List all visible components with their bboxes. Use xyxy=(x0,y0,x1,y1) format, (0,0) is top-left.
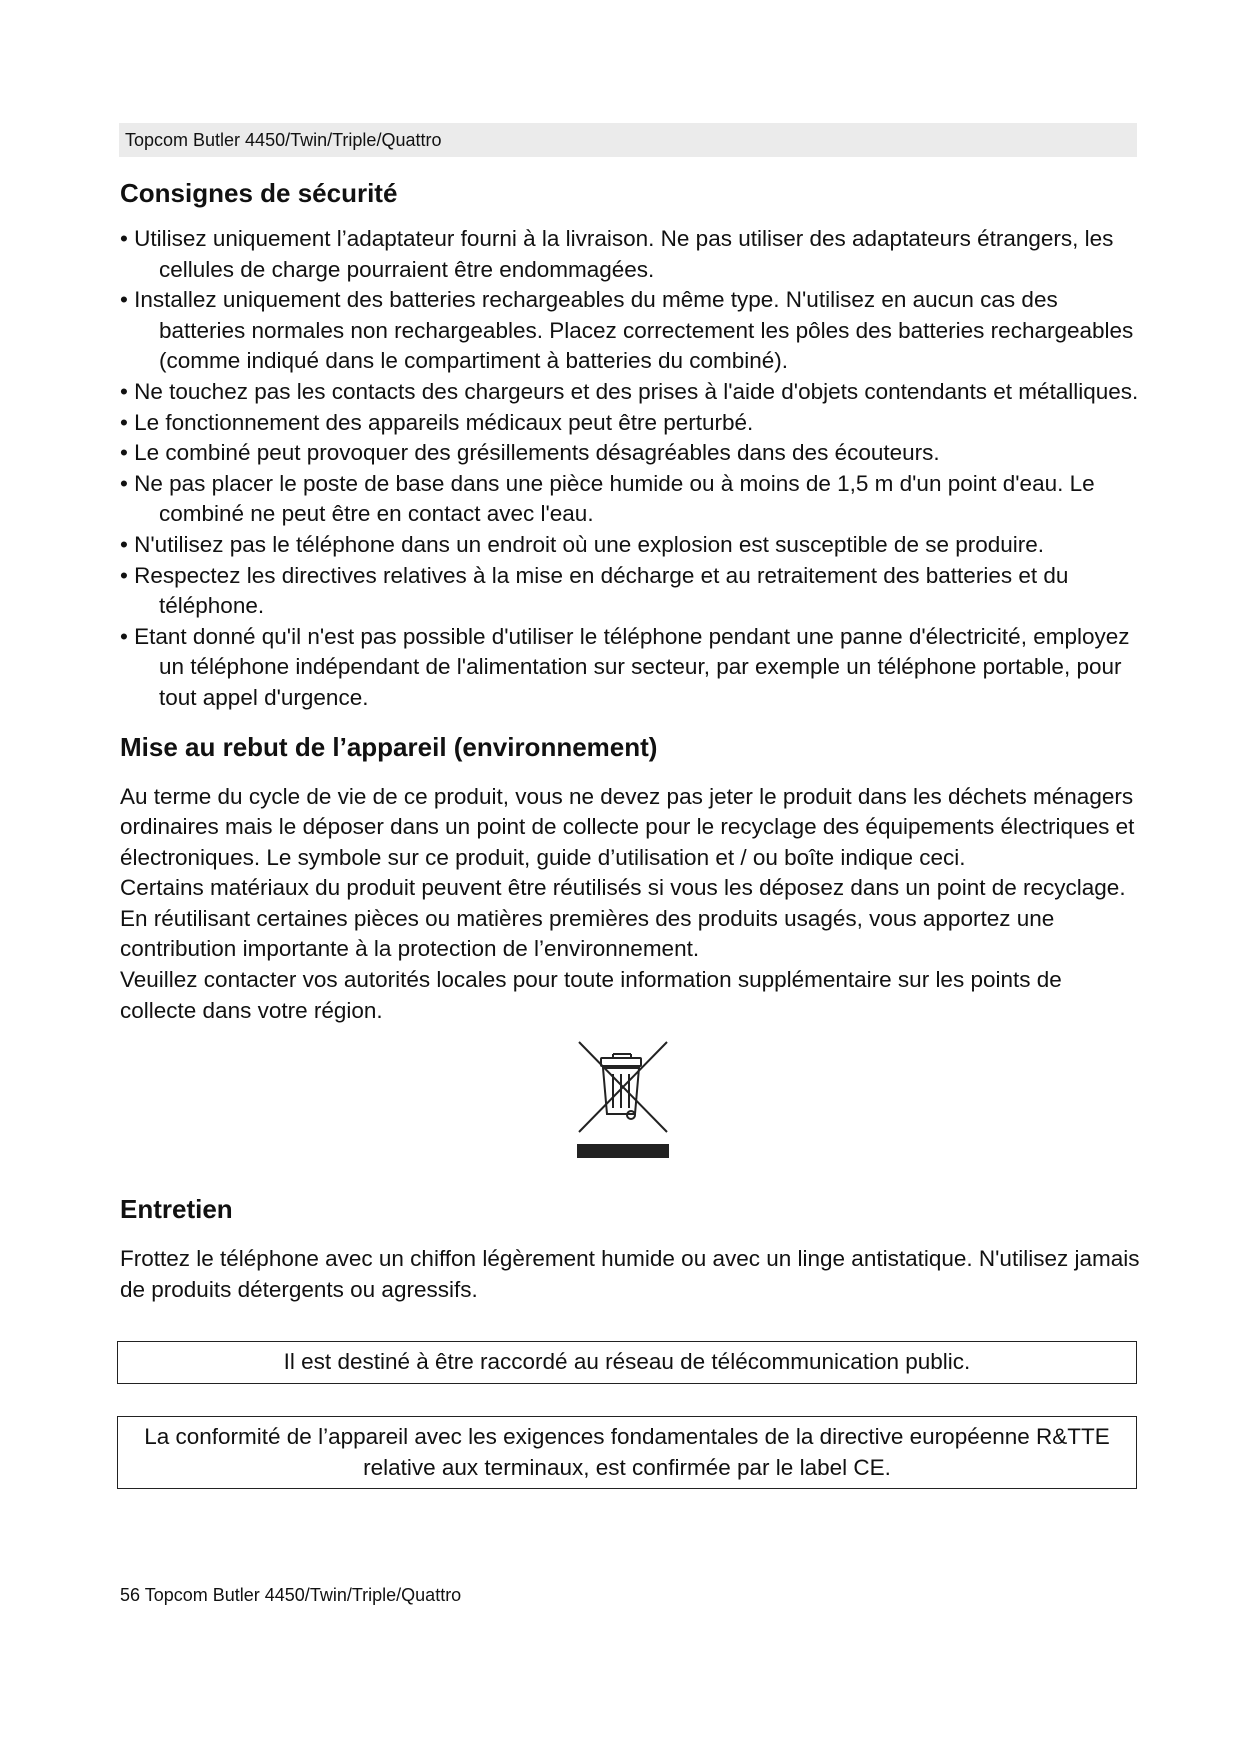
footer-title: Topcom Butler 4450/Twin/Triple/Quattro xyxy=(144,1585,462,1605)
running-header-title: Topcom Butler 4450/Twin/Triple/Quattro xyxy=(125,130,442,150)
crossed-out-wheelie-bin-icon xyxy=(573,1040,673,1160)
safety-item: • Le combiné peut provoquer des grésillements désagréables dans des écouteurs. xyxy=(120,438,1140,469)
disposal-paragraph: Veuillez contacter vos autorités locales pour toute information supplémentaire sur les points de collecte dans votre région. xyxy=(120,967,1062,1023)
safety-heading: Consignes de sécurité xyxy=(120,178,398,208)
network-notice-box xyxy=(117,1341,1137,1384)
disposal-paragraph: Certains matériaux du produit peuvent être réutilisés si vous les déposez dans un point de recyclage. En réutilisant certaines pièces ou matières premières des produits usagés, vous apportez une contribution importante à la protection de l’environnement. xyxy=(120,875,1126,962)
care-heading: Entretien xyxy=(120,1194,233,1225)
running-footer xyxy=(120,1583,461,1607)
conformity-notice-box xyxy=(117,1416,1137,1489)
page-number: 56 xyxy=(120,1585,141,1605)
disposal-paragraph: Au terme du cycle de vie de ce produit, vous ne devez pas jeter le produit dans les déchets ménagers ordinaires mais le déposer dans un point de collecte pour le recyclage des équipements électriques et électroniques. Le symbole sur ce produit, guide d’utilisation et / ou boîte indique ceci. xyxy=(120,783,1135,870)
disposal-heading: Mise au rebut de l’appareil (environnement) xyxy=(120,731,658,762)
safety-item: • Utilisez uniquement l’adaptateur fourni à la livraison. Ne pas utiliser des adaptateurs étrangers, les cellules de charge pourraient être endommagées. xyxy=(120,224,1140,285)
safety-item: • Respectez les directives relatives à la mise en décharge et au retraitement des batteries et du téléphone. xyxy=(120,561,1140,622)
page-content xyxy=(120,176,1140,1489)
care-paragraph: Frottez le téléphone avec un chiffon légèrement humide ou avec un linge antistatique. N'utilisez jamais de produits détergents ou agressifs. xyxy=(120,1246,1140,1302)
running-header xyxy=(119,123,1137,157)
safety-item: • Ne touchez pas les contacts des chargeurs et des prises à l'aide d'objets contendants et métalliques. xyxy=(120,377,1140,408)
safety-item: • Installez uniquement des batteries rechargeables du même type. N'utilisez en aucun cas des batteries normales non rechargeables. Placez correctement les pôles des batteries rechargeables (comme indiqué dans le compartiment à batteries du combiné). xyxy=(120,285,1140,377)
safety-item: • Etant donné qu'il n'est pas possible d'utiliser le téléphone pendant une panne d'électricité, employez un téléphone indépendant de l'alimentation sur secteur, par exemple un téléphone portable, pour tout appel d'urgence. xyxy=(120,622,1140,714)
safety-item: • Ne pas placer le poste de base dans une pièce humide ou à moins de 1,5 m d'un point d'eau. Le combiné ne peut être en contact avec l'eau. xyxy=(120,469,1140,530)
conformity-notice-text: La conformité de l’appareil avec les exigences fondamentales de la directive européenne R&TTE relative aux terminaux, est confirmée par le label CE. xyxy=(144,1424,1110,1480)
safety-item: • N'utilisez pas le téléphone dans un endroit où une explosion est susceptible de se produire. xyxy=(120,530,1140,561)
safety-list xyxy=(120,224,1140,714)
network-notice-text: Il est destiné à être raccordé au réseau de télécommunication public. xyxy=(283,1349,971,1375)
safety-item: • Le fonctionnement des appareils médicaux peut être perturbé. xyxy=(120,408,1140,439)
weee-symbol xyxy=(120,1040,1140,1170)
